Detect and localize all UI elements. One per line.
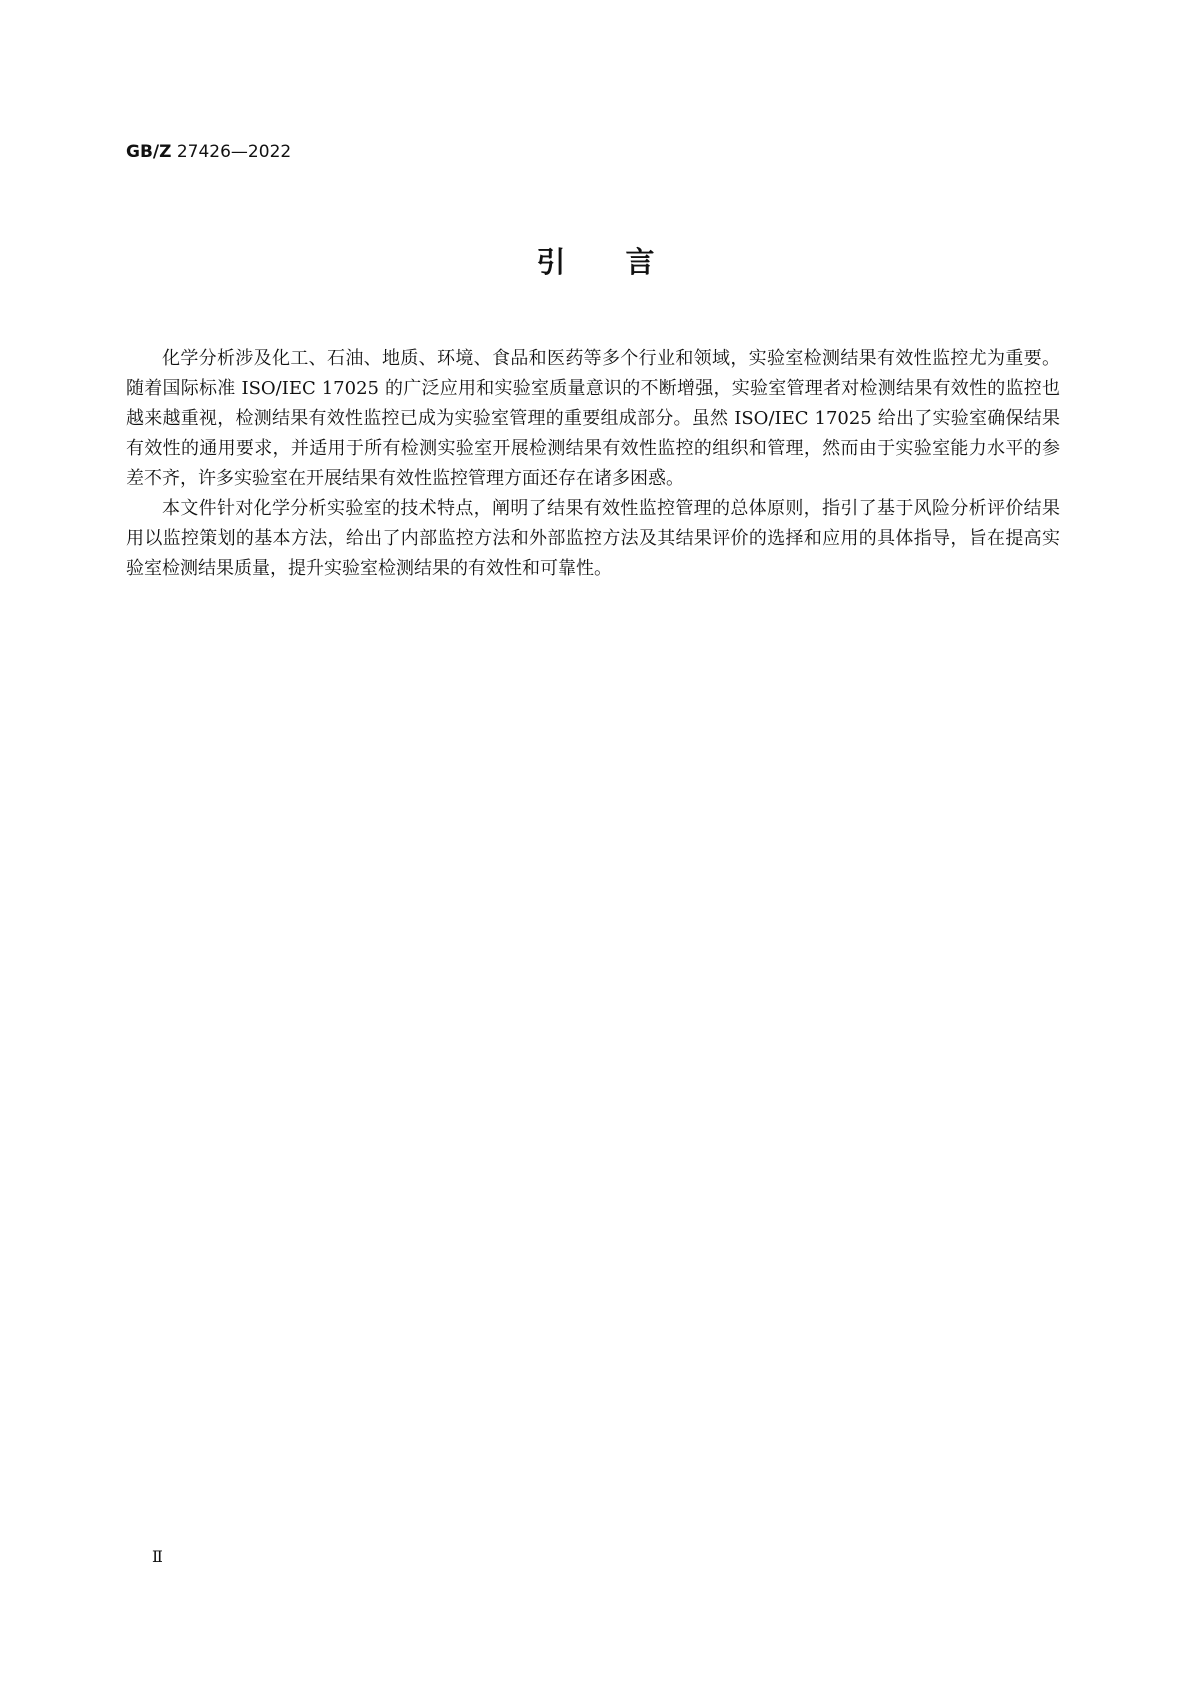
page-number: Ⅱ	[152, 1547, 163, 1566]
introduction-body	[126, 344, 1060, 584]
standard-code: 27426—2022	[171, 142, 292, 162]
standard-number	[126, 142, 291, 162]
page-title: 引言	[536, 245, 715, 279]
paragraph-1: 化学分析涉及化工、石油、地质、环境、食品和医药等多个行业和领域，实验室检测结果有效性监控尤为重要。随着国际标准 ISO/IEC 17025 的广泛应用和实验室质量意识的不断增强，实验室管理者对检测结果有效性的监控也越来越重视，检测结果有效性监控已成为实验室管理的重要组成部分。虽然 ISO/IEC 17025 给出了实验室确保结果有效性的通用要求，并适用于所有检测实验室开展检测结果有效性监控的组织和管理，然而由于实验室能力水平的参差不齐，许多实验室在开展结果有效性监控管理方面还存在诸多困惑。	[126, 348, 1060, 489]
paragraph-2: 本文件针对化学分析实验室的技术特点，阐明了结果有效性监控管理的总体原则，指引了基于风险分析评价结果用以监控策划的基本方法，给出了内部监控方法和外部监控方法及其结果评价的选择和应用的具体指导，旨在提高实验室检测结果质量，提升实验室检测结果的有效性和可靠性。	[126, 498, 1060, 579]
standard-prefix: GB/Z	[126, 142, 172, 162]
